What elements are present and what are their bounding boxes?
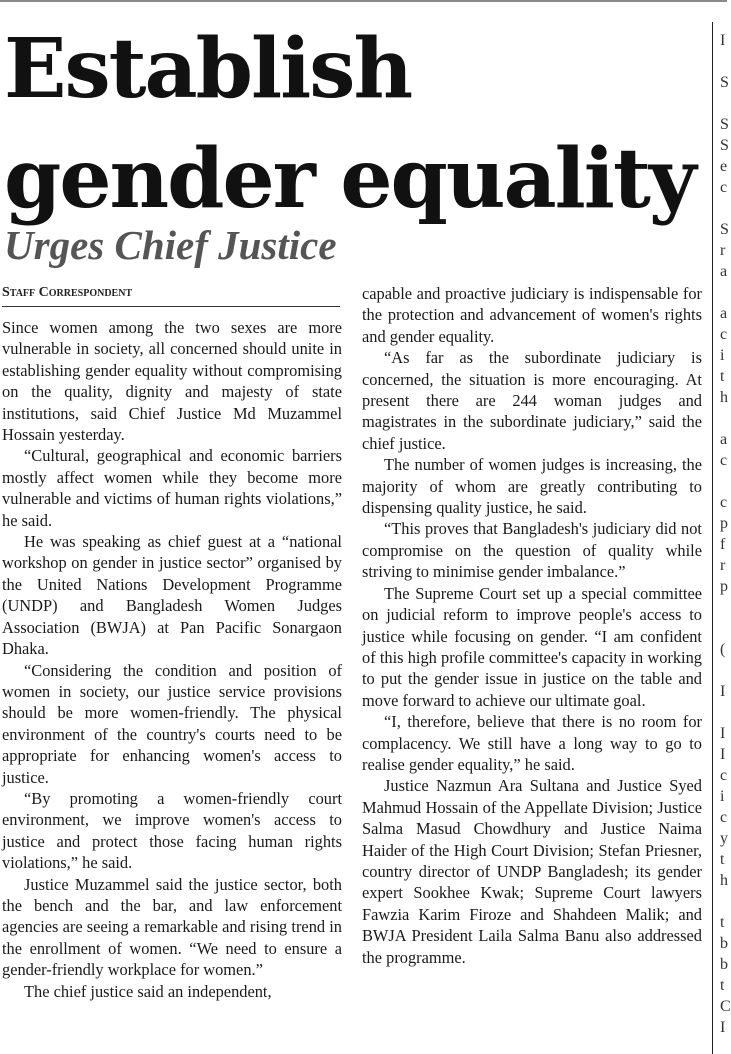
paragraph: He was speaking as chief guest at a “national workshop on gender in justice sector” organised by the United Nations Development Programme (UNDP) and Bangladesh Women Judges Association (BWJA) at Pan Pacific Sonargaon Dhaka. bbox=[2, 532, 342, 659]
byline: Staff Correspondent bbox=[2, 284, 340, 307]
paragraph: Since women among the two sexes are more vulnerable in society, all concerned should unite in establishing gender equality without compromising on the quality, dignity and majesty of state institutions, said Chief Justice Md Muzammel Hossain yesterday. bbox=[2, 318, 342, 445]
paragraph: The chief justice said an independent, bbox=[24, 981, 272, 1001]
paragraph: “By promoting a women-friendly court environment, we improve women's access to justice and protect those facing human rights violations,” he said. bbox=[2, 788, 342, 873]
paragraph: “Considering the condition and position of women in society, our justice service provisions should be more women-friendly. The physical environment of the country's courts need to be appropriate for enhancing women's access to justice. bbox=[2, 660, 342, 787]
article-column-1 bbox=[2, 317, 342, 1054]
paragraph: “Cultural, geographical and economic barriers mostly affect women while they become more vulnerable and victims of human rights violations,” he said. bbox=[2, 446, 342, 530]
paragraph: Justice Nazmun Ara Sultana and Justice Syed Mahmud Hossain of the Appellate Division; Justice Salma Masud Chowdhury and Justice Naima Haider of the High Court Division; Stefan Priesner, country director of UNDP Bangladesh; its gender expert Sookhee Kwak; Supreme Court lawyers Fawzia Karim Firoze and Shahdeen Malik; and BWJA President Laila Salma Banu also addressed the programme. bbox=[362, 776, 702, 967]
column-divider bbox=[712, 22, 713, 1054]
paragraph: capable and proactive judiciary is indispensable for the protection and advancement of women's rights and gender equality. bbox=[362, 284, 702, 346]
headline: Establish gender equality bbox=[4, 21, 695, 227]
paragraph: “As far as the subordinate judiciary is concerned, the situation is more encouraging. At present there are 244 woman judges and magistrates in the subordinate judiciary,” said the chief justice. bbox=[362, 348, 702, 453]
paragraph: The number of women judges is increasing, the majority of whom are greatly contributing to dispensing quality justice, he said. bbox=[362, 455, 702, 518]
top-border-line bbox=[0, 0, 727, 2]
paragraph: Justice Muzammel said the justice sector, both the bench and the bar, and law enforcement agencies are seeing a remarkable and rising trend in the enrollment of women. “We need to ensure a gender-friendly workplace for women.” bbox=[2, 874, 342, 980]
paragraph: “This proves that Bangladesh's judiciary did not compromise on the question of quality while striving to minimise gender imbalance.” bbox=[362, 519, 702, 582]
adjacent-column-fragment: I S S S e c S r a a c i t h a c c p f r p ( I I I c i c y t h t b b t C I bbox=[720, 32, 731, 1036]
subheadline: Urges Chief Justice bbox=[4, 222, 337, 268]
paragraph: The Supreme Court set up a special committee on judicial reform to improve people's access to justice while focusing on gender. “I am confident of this high profile committee's capacity in working to put the gender issue in justice on the table and move forward to achieve our ultimate goal. bbox=[362, 583, 702, 710]
article-column-2 bbox=[362, 283, 702, 1054]
paragraph: “I, therefore, believe that there is no room for complacency. We still have a long way to go to realise gender equality,” he said. bbox=[362, 712, 702, 774]
